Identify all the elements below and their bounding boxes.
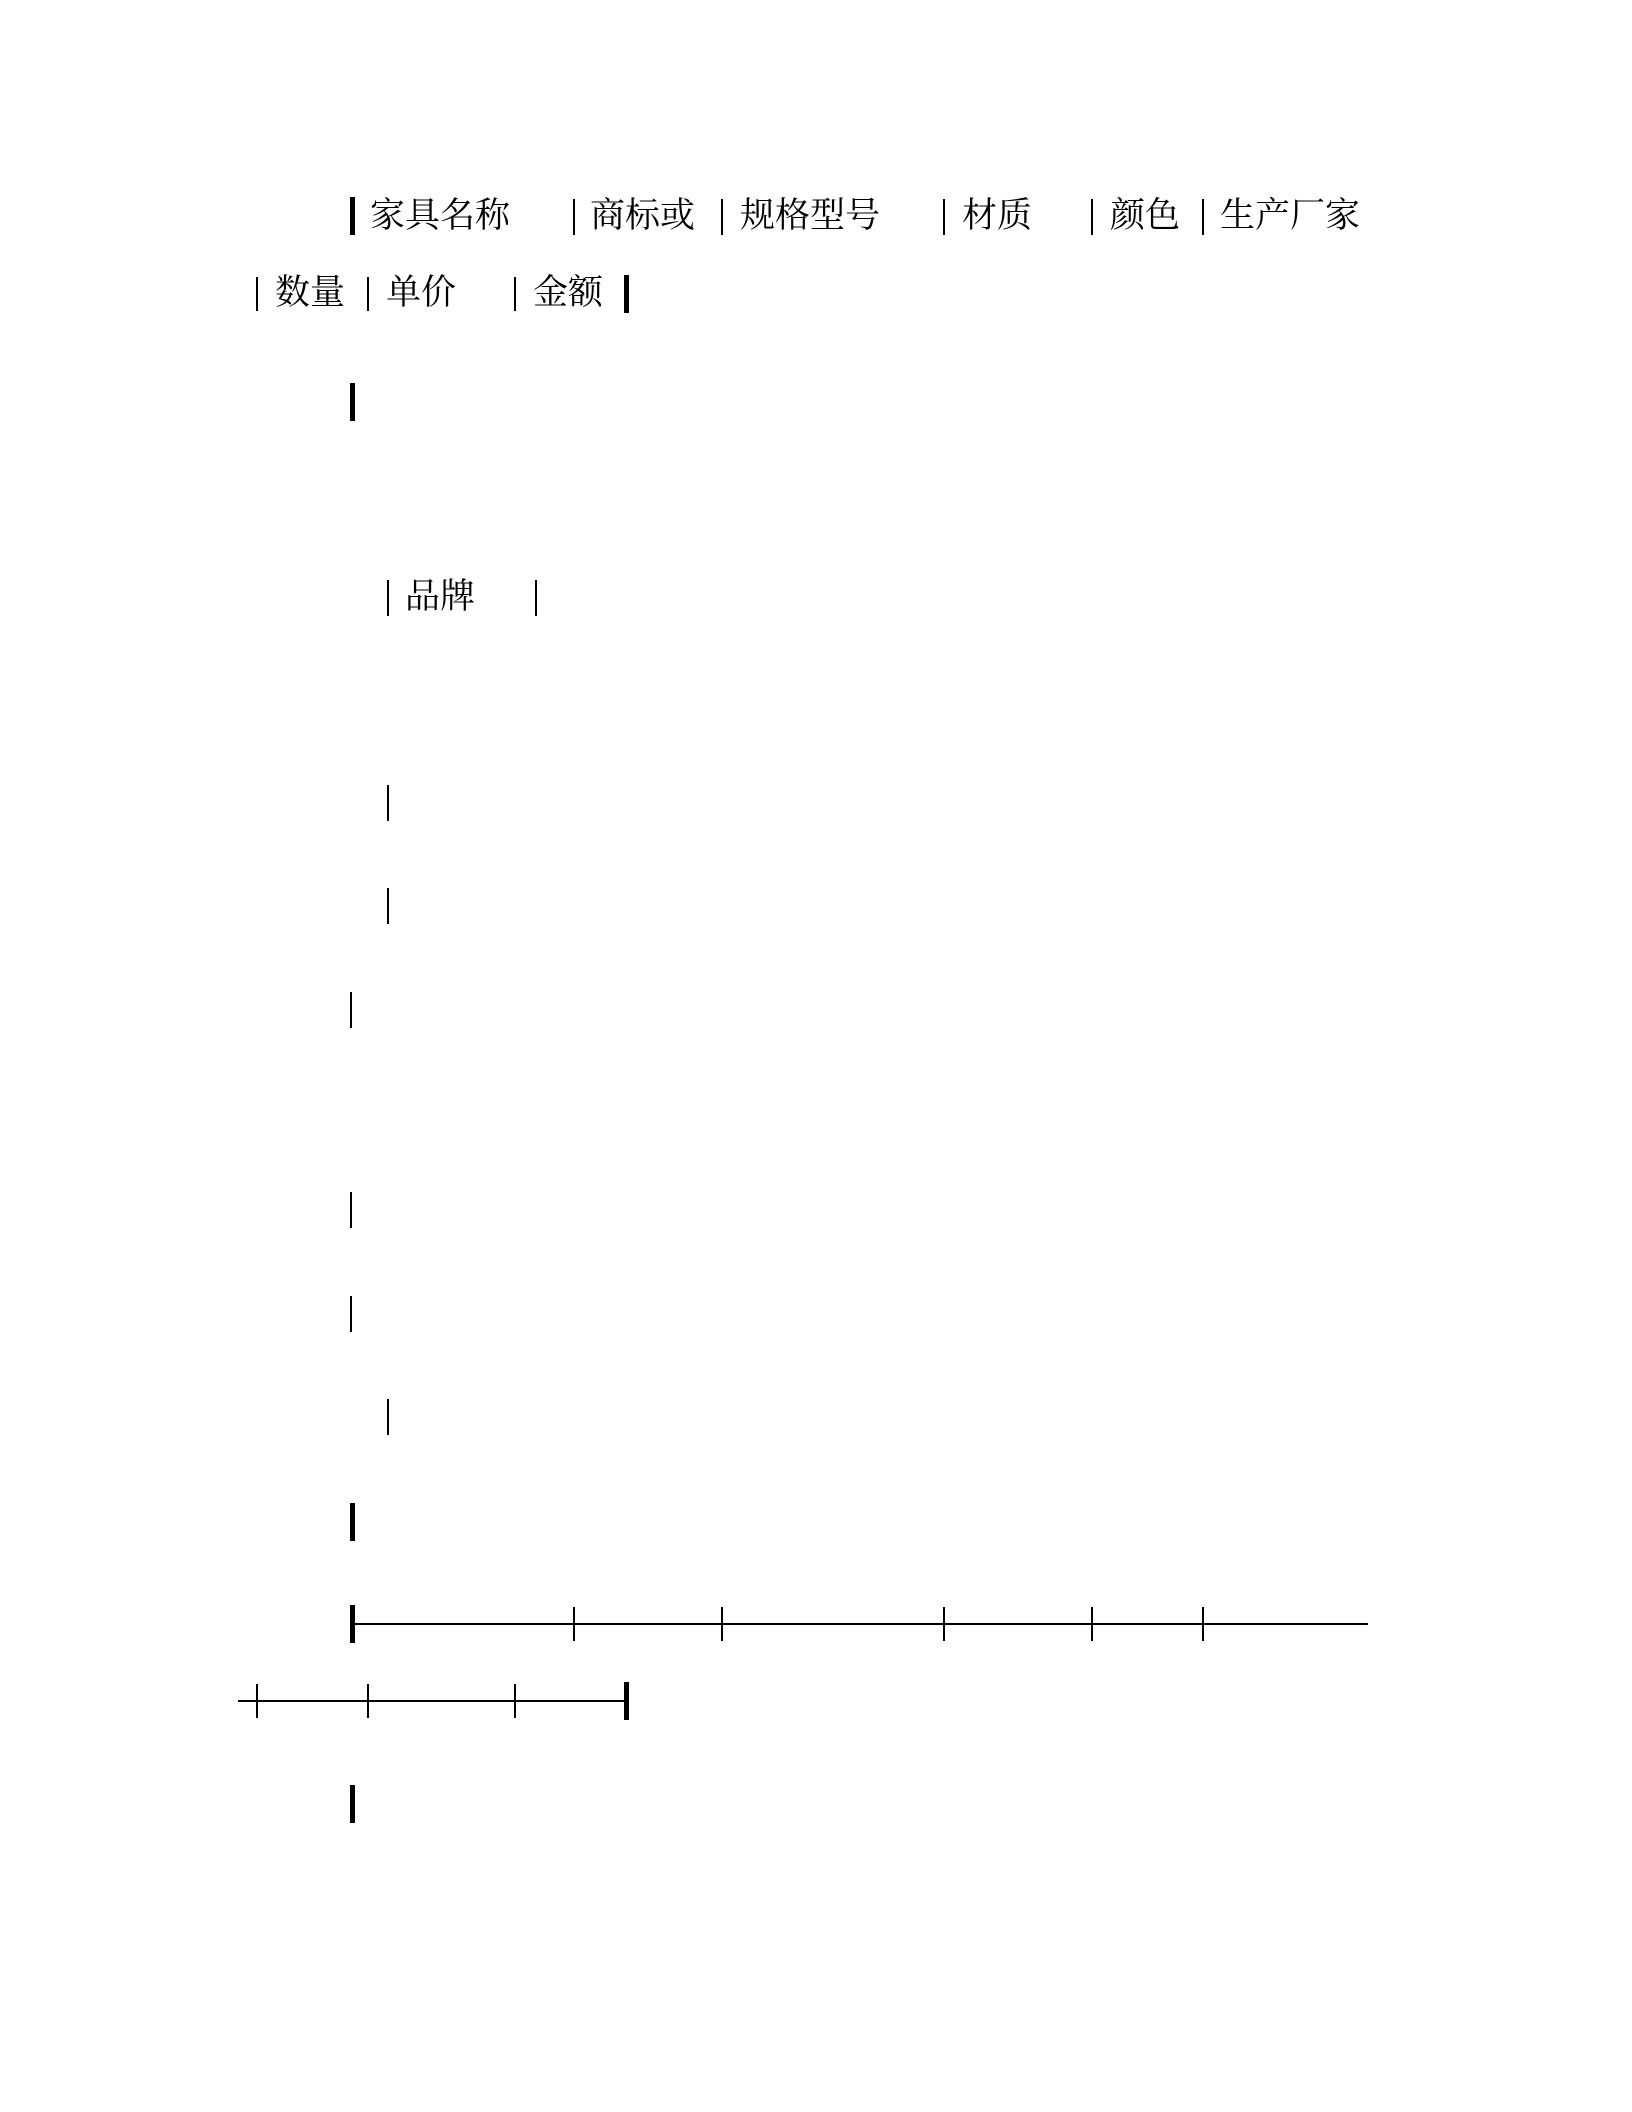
table-tick (256, 1684, 258, 1718)
header-unit-price: 单价 (386, 273, 457, 313)
header-quantity: 数量 (275, 273, 346, 313)
table-border-right (624, 275, 629, 313)
table-divider (350, 992, 352, 1028)
header-trademark: 商标或 (590, 196, 696, 236)
table-border-left (350, 1785, 355, 1823)
table-border-left (350, 1503, 355, 1541)
table-divider (387, 888, 389, 924)
table-divider (256, 277, 258, 311)
table-divider (387, 785, 389, 821)
header-spec-model: 规格型号 (740, 196, 881, 236)
header-furniture-name: 家具名称 (370, 196, 511, 236)
header-color: 颜色 (1110, 196, 1181, 236)
table-border-left (350, 197, 355, 235)
table-divider (387, 1399, 389, 1435)
table-divider (721, 199, 723, 235)
table-border-left (350, 1605, 355, 1643)
table-divider (1202, 199, 1204, 235)
table-divider (367, 277, 369, 311)
table-tick (1202, 1607, 1204, 1641)
table-divider (350, 1296, 352, 1332)
table-border-right (624, 1682, 629, 1720)
header-amount: 金额 (533, 273, 604, 313)
table-divider (387, 580, 389, 616)
header-manufacturer: 生产厂家 (1220, 196, 1361, 236)
header-material: 材质 (962, 196, 1033, 236)
table-tick (1091, 1607, 1093, 1641)
table-divider (350, 1192, 352, 1228)
table-bottom-rule (238, 1700, 626, 1702)
table-divider (514, 277, 516, 311)
table-tick (514, 1684, 516, 1718)
table-divider (943, 199, 945, 235)
table-tick (367, 1684, 369, 1718)
header-brand: 品牌 (405, 577, 476, 617)
table-divider (1091, 199, 1093, 235)
table-border-left (350, 383, 355, 421)
table-tick (573, 1607, 575, 1641)
table-divider (535, 580, 537, 616)
table-tick (943, 1607, 945, 1641)
table-tick (721, 1607, 723, 1641)
table-bottom-rule (352, 1623, 1368, 1625)
table-divider (573, 199, 575, 235)
